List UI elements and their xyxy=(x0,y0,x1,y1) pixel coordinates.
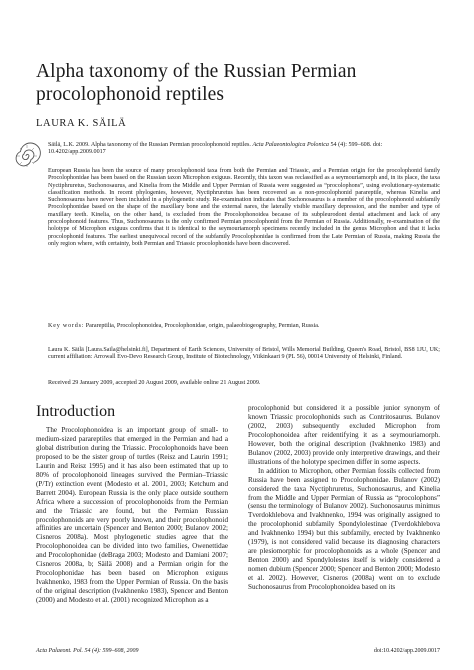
title-line-2: procolophonoid reptiles xyxy=(36,84,225,105)
footer-journal-reference: Acta Palaeont. Pol. 54 (4): 599–608, 2009 xyxy=(36,648,139,654)
body-paragraph: The Procolophonoidea is an important group of small- to medium-sized parareptiles that emerged in the Permian and had a global distribution during the Triassic. Procolophonoids have been proposed to be the sister group of turtles (Reisz and Laurin 1991; Laurin and Reisz 1995) and it has also been estimated that up to 80% of procolophonoid lineages survived the Permian–Triassic (P/Tr) extinction event (Modesto et al. 2001, 2003; Ketchum and Barrett 2004). European Russia is the only place outside southern Africa where a succession of procolophonoids from the Permian and the Triassic are found, but the Permian Russian procolophonoids are very poorly known, and their procolophonoid affinities are uncertain (Spencer and Benton 2000; Bulanov 2002; Cisneros 2008a). Most phylogenetic studies agree that the Procolophonoidea can be divided into two families, Owenettidae and Procolophonidae (deBraga 2003; Modesto and Damiani 2007; Cisneros 2008a, b; Säilä 2008) and a Permian origin for the Procolophonidae has been based on Microphon exiguus Ivakhnenko, 1983 from the Upper Permian of Russia. On the basis of the original description (Ivakhnenko 1983), Spencer and Benton (2000) and Modesto et al. (2001) recognized Microphon as a xyxy=(36,426,228,605)
citation-text: Säilä, L.K. 2009. Alpha taxonomy of the Russian Permian procolophonoid reptiles. xyxy=(48,142,251,148)
citation xyxy=(48,142,440,157)
author-affiliation: Laura K. Säilä [Laura.Saila@helsinki.fi], Department of Earth Sciences, University of Bristol, Wills Memorial Building, Queen's Road, Bristol, BS8 1JU, UK; current affiliation: Arrowall Evo-Devo Research Group, Institute of Biotechnology, Viikinkaari 9 (PL 56), 00014 University of Helsinki, Finland. xyxy=(48,347,440,361)
abstract: European Russia has been the source of many procolophonoid taxa from both the Permian and Triassic, and a Permian origin for the procolophonid family Procolophonidae has been based on the Russian taxon Microphon exiguus. Recently, this taxon was reclassified as a seymouriamorph and, in its place, the taxa Nyctiphruretus, Suchonosaurus, and Kinelia from the Middle and Upper Permian of Russia were suggested as “procolophons”, using evolutionary-systematic classification methods. In recent phylogenies, however, Nyctiphruretus has been recovered as a non-procolophonid parareptile, whereas Kinelia and Suchonosaurus have never been included in a phylogenetic study. Re-examination indicates that Suchonosaurus is a member of the procolophonoid subfamily Procolophonidae based on the shape of the maxillary bone and the external nares, the laterally visible maxillary depression, and the number and type of maxillary teeth. Kinelia, on the other hand, is excluded from the Procolophonoidea because of its subpleurodont dental attachment and lack of any procolophonoid features. Thus, Suchonosaurus is the only confirmed Permian procolophonid from the Permian of Russia. Additionally, re-examination of the holotype of Microphon exiguus confirms that it is identical to the seymouriamorph specimens recently included in the genus Microphon and that it lacks procolophonid features. The earliest unequivocal record of the subfamily Procolophonidae is confirmed from the Late Permian of Russia, making Russia the only region where, with certainty, both Permian and Triassic procolophonids have been discovered. xyxy=(48,168,440,247)
citation-journal: Acta Palaeontologica Polonica xyxy=(252,142,329,148)
keywords xyxy=(48,323,440,330)
body-column-right xyxy=(248,404,440,592)
body-paragraph: In addition to Microphon, other Permian fossils collected from Russia have been assigned to Procolophonidae. Bulanov (2002) considered the taxa Nyctiphruretus, Suchonosaurus, and Kinelia from the Middle and Upper Permian of Russia as “procolophons” (sensu the terminology of Bulanov 2002). Suchonosaurus minimus Tverdokhlebova and Ivakhnenko, 1994 was originally assigned to the procolophonid subfamily Spondylolestinae (Tverdokhlebova and Ivakhnenko 1994) but this subfamily, erected by Ivakhnenko (1979), is not considered valid because its diagnosing characters are plesiomorphic for procolophonoids as a whole (Spencer and Benton 2000) and Spondylolestes itself is widely considered a nomen dubium (Spencer 2000; Spencer and Benton 2000; Modesto et al. 2002). However, Cisneros (2008a) went on to exclude Suchonosaurus from Procolophonoidea based on its xyxy=(248,466,440,592)
keywords-label: Key words: xyxy=(48,323,85,329)
body-column-left xyxy=(36,426,228,605)
article-title xyxy=(36,60,436,106)
footer-doi: doi:10.4202/app.2009.0017 xyxy=(373,648,440,654)
ammonite-logo-icon xyxy=(12,136,42,176)
keywords-list: Parareptilia, Procolophonoidea, Procolophonidae, origin, palaeobiogeography, Permian, Russia. xyxy=(85,323,320,329)
title-line-1: Alpha taxonomy of the Russian Permian xyxy=(36,61,357,82)
author-name: LAURA K. SÄILÄ xyxy=(36,118,127,129)
section-heading-introduction: Introduction xyxy=(36,403,116,420)
citation-volume-doi: 54 (4): 599–608. doi: 10.4202/app.2009.0017 xyxy=(48,142,383,156)
body-paragraph: procolophonid but considered it a possible junior synonym of known Triassic procolophonids such as Contritosaurus. Bulanov (2002, 2003) subsequently excluded Microphon from Procolophonoidea after reidentifying it as a seymouriamorph. However, both the original description (Ivakhnenko 1983) and Bulanov (2002, 2003) provide only interpretive drawings, and their illustrations of the holotype specimen differ in some aspects. xyxy=(248,404,440,466)
received-dates: Received 29 January 2009, accepted 20 August 2009, available online 21 August 2009. xyxy=(48,380,261,386)
